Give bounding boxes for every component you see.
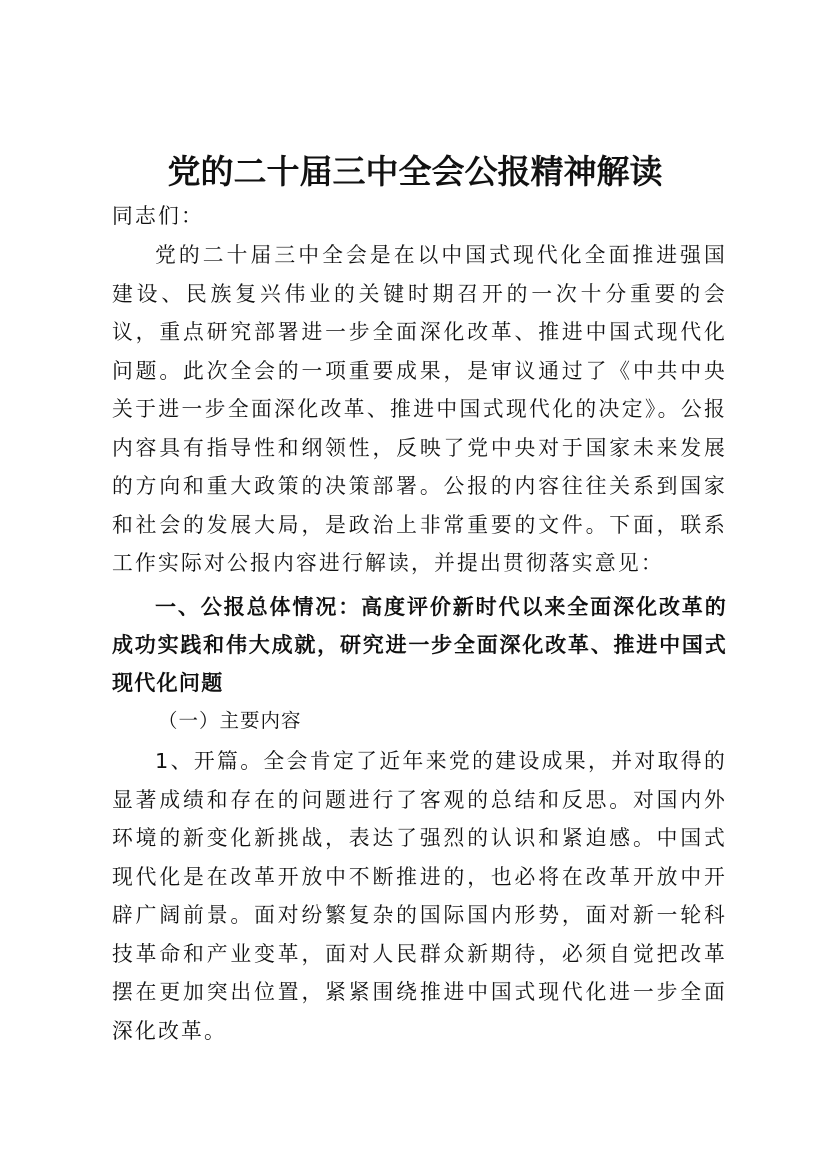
salutation: 同志们： (112, 204, 204, 228)
point-paragraph: 1、开篇。全会肯定了近年来党的建设成果，并对取得的显著成绩和存在的问题进行了客观的总结和反思。对国内外环境的新变化新挑战，表达了强烈的认识和紧迫感。中国式现代化是在改革开放中不断推进的，也必将在改革开放中开辟广阔前景。面对纷繁复杂的国际国内形势，面对新一轮科技革命和产业变革，面对人民群众新期待，必须自觉把改革摆在更加突出位置，紧紧围绕推进中国式现代化进一步全面深化改革。 (112, 749, 727, 1043)
intro-paragraph: 党的二十届三中全会是在以中国式现代化全面推进强国建设、民族复兴伟业的关键时期召开的一次十分重要的会议，重点研究部署进一步全面深化改革、推进中国式现代化问题。此次全会的一项重要成果，是审议通过了《中共中央关于进一步全面深化改革、推进中国式现代化的决定》。公报内容具有指导性和纲领性，反映了党中央对于国家未来发展的方向和重大政策的决策部署。公报的内容往往关系到国家和社会的发展大局，是政治上非常重要的文件。下面，联系工作实际对公报内容进行解读，并提出贯彻落实意见： (112, 243, 727, 575)
subsection-heading: （一）主要内容 (158, 709, 302, 732)
section-heading: 一、公报总体情况：高度评价新时代以来全面深化改革的成功实践和伟大成就，研究进一步全面深化改革、推进中国式现代化问题 (112, 595, 727, 695)
document-title: 党的二十届三中全会公报精神解读 (167, 152, 663, 191)
